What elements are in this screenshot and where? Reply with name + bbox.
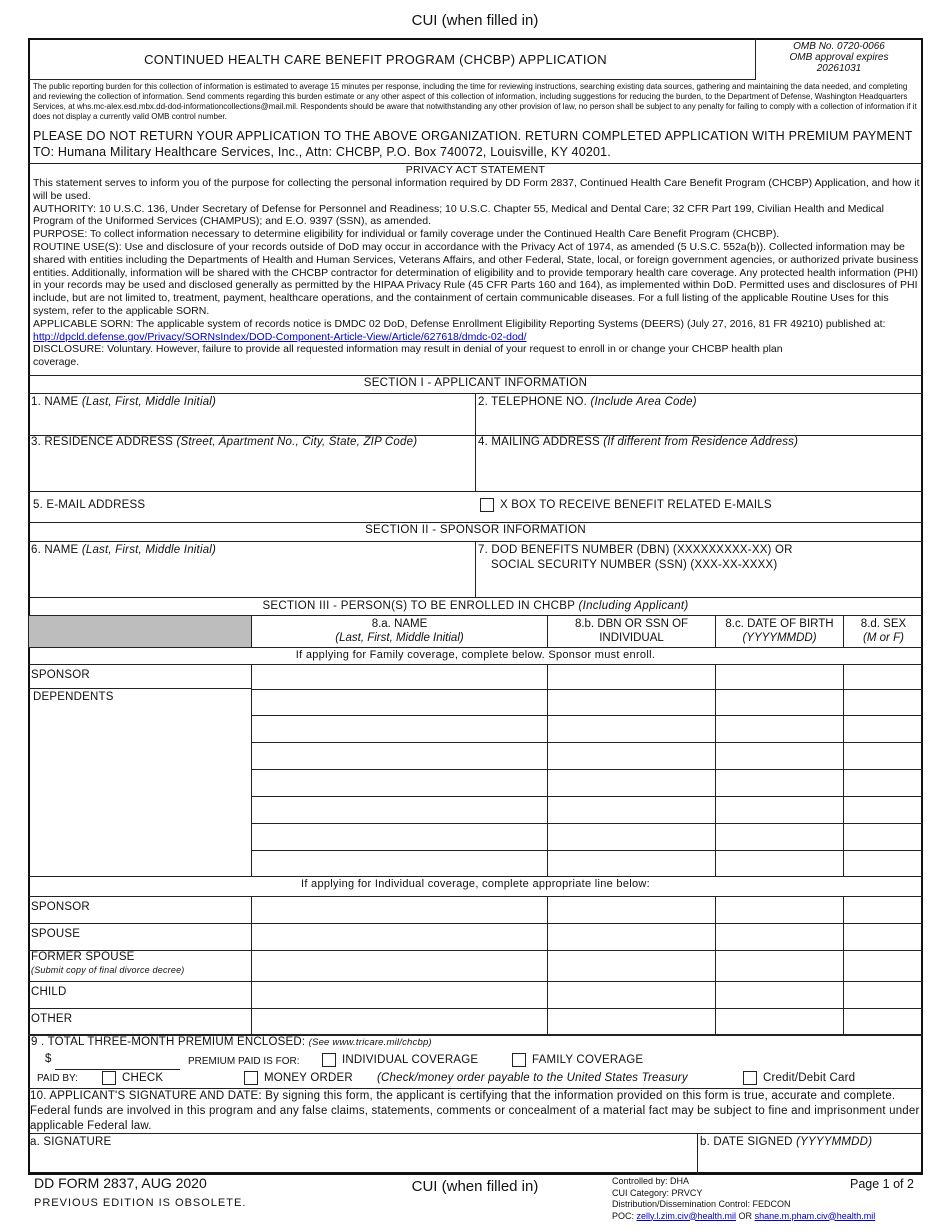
family-sponsor-name-field[interactable] [251, 664, 548, 690]
label-text: 6. NAME [31, 544, 79, 556]
individual-child-name-field[interactable] [251, 981, 548, 1009]
label-text: b. DATE SIGNED [700, 1136, 793, 1148]
dependent-1-dbn-ssn-field[interactable] [547, 689, 716, 716]
row-label [31, 901, 90, 914]
individual-other-sex-field[interactable] [843, 1008, 923, 1036]
privacy-routine-use: ROUTINE USE(S): Use and disclosure of your records outside of DoD may occur in accordance with the Privacy Act of 1974, as amended (5 U.S.C. 552a(b)). Collected information may be shared with entities including the Departments of Health and Human Services, Veterans Affairs, and other Federal, State, local, or foreign government agencies, or authorized private business entities. Additionally, information will be shared with the CHCBP contractor for determination of eligibility and to provide temporary health care coverage. Any protected health information (PHI) in your records may be used and disclosed generally as permitted by the HIPAA Privacy Rule (45 CFR Parts 160 and 164), as implemented within DoD. Permitted uses and disclosures of PHI include, but are not limited to, treatment, payment, healthcare operations, and the containment of certain communicable diseases. For a full listing of the applicable Routine Uses for this system, refer to the applicable SORN. [33, 240, 919, 317]
dependent-2-dbn-ssn-field[interactable] [547, 715, 716, 743]
poc [612, 1211, 875, 1223]
row-label-text: OTHER [31, 1013, 73, 1025]
payable-note: (Check/money order payable to the United States Treasury [377, 1072, 688, 1084]
privacy-intro: This statement serves to inform you of the purpose for collecting the personal information required by DD Form 2837, Continued Health Care Benefit Program (CHCBP) Application, and how it will be used. [33, 177, 920, 202]
row-label-text: CHILD [31, 986, 67, 998]
individual-spouse-dbn-ssn-field[interactable] [547, 923, 716, 951]
label-hint: (Street, Apartment No., City, State, ZIP Code) [176, 436, 418, 448]
col-header-dob [715, 615, 844, 648]
individual-child-dob-field[interactable] [715, 981, 844, 1009]
checkbox-label: INDIVIDUAL COVERAGE [342, 1054, 479, 1067]
section1-heading: SECTION I - APPLICANT INFORMATION [363, 377, 588, 389]
header-text: 8.a. NAME [371, 618, 428, 630]
individual-former-spouse-dbn-ssn-field[interactable] [547, 950, 716, 982]
dependent-5-dbn-ssn-field[interactable] [547, 796, 716, 824]
individual-former-spouse-dob-field[interactable] [715, 950, 844, 982]
col-header-sex [843, 615, 923, 648]
cui-marking-top: CUI (when filled in) [411, 12, 539, 29]
family-sponsor-sex-field[interactable] [843, 664, 923, 690]
label-telephone [478, 396, 697, 408]
sorn-link[interactable]: http://dpcld.defense.gov/Privacy/SORNsIndex/DOD-Component-Article-View/Article/627618/dmdc-02-dod/ [33, 330, 527, 343]
email-optin-checkbox[interactable] [480, 498, 772, 512]
label-dbn [478, 543, 793, 573]
individual-note: If applying for Individual coverage, complete appropriate line below: [300, 878, 651, 890]
dissemination-control: Distribution/Dissemination Control: FEDCON [612, 1199, 791, 1209]
individual-spouse-sex-field[interactable] [843, 923, 923, 951]
dependent-4-dbn-ssn-field[interactable] [547, 769, 716, 797]
obsolete-notice: PREVIOUS EDITION IS OBSOLETE. [34, 1197, 247, 1209]
privacy-purpose: PURPOSE: To collect information necessary to determine eligibility for individual or family coverage under the Continued Health Care Benefit Program (CHCBP). [33, 228, 780, 241]
dependent-4-name-field[interactable] [251, 769, 548, 797]
checkbox[interactable] [480, 498, 494, 512]
privacy-disclosure: DISCLOSURE: Voluntary. However, failure to provide all requested information may result in denial of your request to enroll in or change your CHCBP health plan coverage. [33, 343, 783, 369]
individual-former-spouse-name-field[interactable] [251, 950, 548, 982]
dependent-3-dbn-ssn-field[interactable] [547, 742, 716, 770]
row-label-text: SPOUSE [31, 928, 81, 940]
section9-label [31, 1036, 432, 1048]
privacy-statement [33, 177, 921, 369]
dependent-1-dob-field[interactable] [715, 689, 844, 716]
checkbox[interactable] [743, 1071, 757, 1085]
poc-email-1[interactable]: zelly.l.zim.civ@health.mil [636, 1210, 737, 1221]
section2-heading: SECTION II - SPONSOR INFORMATION [365, 524, 586, 536]
row-label [31, 951, 184, 977]
dollar-sign: $ [45, 1053, 52, 1065]
individual-spouse-name-field[interactable] [251, 923, 548, 951]
dependent-5-dob-field[interactable] [715, 796, 844, 824]
family-sponsor-dbn-ssn-field[interactable] [547, 664, 716, 690]
label-hint: (Last, First, Middle Initial) [81, 544, 217, 556]
row-label-text: FORMER SPOUSE [31, 951, 135, 963]
individual-spouse-dob-field[interactable] [715, 923, 844, 951]
individual-coverage-checkbox[interactable] [322, 1053, 478, 1067]
privacy-authority: AUTHORITY: 10 U.S.C. 136, Under Secretary of Defense for Personnel and Readiness; 10 U.S.C. Chapter 55, Medical and Dental Care; 32 CFR Part 199, Civilian Health and Medical Program of the Uniformed Services (CHAMPUS); and E.O. 9397 (SSN), as amended. [33, 202, 884, 228]
family-coverage-checkbox[interactable] [512, 1053, 643, 1067]
section3-heading [28, 598, 923, 612]
page-number: Page 1 of 2 [850, 1177, 914, 1191]
dependent-7-name-field[interactable] [251, 850, 548, 877]
money-order-checkbox[interactable] [244, 1071, 353, 1085]
label-text: SOCIAL SECURITY NUMBER (SSN) (XXX-XX-XXXX) [491, 559, 778, 571]
row-label-text: SPONSOR [31, 901, 90, 913]
poc-label: POC: [612, 1210, 635, 1221]
omb-info [756, 41, 922, 74]
row-label-hint: (Submit copy of final divorce decree) [31, 965, 185, 975]
burden-statement: The public reporting burden for this collection of information is estimated to average 15 minutes per response, including the time for reviewing instructions, searching existing data sources, gathering and maintaining the data needed, and completing and reviewing the collection of information. Send comments regarding this burden estimate or any other aspect of this collection of information, including suggestions for reducing the burden, to the Department of Defense, Washington Headquarters Services, at whs.mc-alex.esd.mbx.dd-dod-informationcollections@mail.mil. Respondents should be aware that notwithstanding any other provision of law, no person shall be subject to any penalty for failing to comply with a collection of information if it does not display a currently valid OMB control number. [33, 82, 917, 121]
checkbox-label: CHECK [122, 1072, 164, 1085]
checkbox-label: MONEY ORDER [264, 1072, 353, 1085]
individual-other-dbn-ssn-field[interactable] [547, 1008, 716, 1036]
form-title: CONTINUED HEALTH CARE BENEFIT PROGRAM (CHCBP) APPLICATION [144, 52, 607, 67]
privacy-sorn: APPLICABLE SORN: The applicable system of records notice is DMDC 02 DoD, Defense Enrollment Eligibility Reporting Systems (DEERS) (July 27, 2016, 81 FR 49210) published at: [33, 317, 886, 330]
shaded-cell [28, 615, 252, 648]
individual-sponsor-name-field[interactable] [251, 896, 548, 924]
row-label [31, 1013, 72, 1026]
individual-sponsor-dbn-ssn-field[interactable] [547, 896, 716, 924]
family-sponsor-dob-field[interactable] [715, 664, 844, 690]
checkbox[interactable] [102, 1071, 116, 1085]
cui-designation [612, 1176, 875, 1222]
label-text: 9 . TOTAL THREE-MONTH PREMIUM ENCLOSED: [31, 1036, 306, 1048]
heading-hint: (Including Applicant) [578, 600, 689, 612]
label-hint: (YYYYMMDD) [796, 1136, 873, 1148]
row-label-sponsor: SPONSOR [31, 669, 90, 681]
dependent-6-dob-field[interactable] [715, 823, 844, 851]
omb-date: 20261031 [816, 63, 862, 74]
label-hint: (See www.tricare.mil/chcbp) [308, 1037, 432, 1048]
cui-marking-bottom: CUI (when filled in) [411, 1178, 539, 1195]
omb-number: OMB No. 0720-0066 [793, 41, 885, 52]
header-hint: (M or F) [863, 632, 904, 644]
label-name [31, 396, 216, 408]
cui-category: CUI Category: PRVCY [612, 1187, 703, 1198]
header-hint: (YYYYMMDD) [742, 632, 817, 644]
dependent-3-sex-field[interactable] [843, 742, 923, 770]
header-text: 8.d. SEX [860, 618, 907, 630]
checkbox[interactable] [322, 1053, 336, 1067]
controlled-by: Controlled by: DHA [612, 1176, 690, 1186]
label-text: 3. RESIDENCE ADDRESS [31, 436, 174, 448]
dependent-7-sex-field[interactable] [843, 850, 923, 877]
heading-text: SECTION III - PERSON(S) TO BE ENROLLED IN CHCBP [262, 600, 575, 612]
checkbox[interactable] [244, 1071, 258, 1085]
label-text: 1. NAME [31, 396, 79, 408]
dependent-7-dob-field[interactable] [715, 850, 844, 877]
label-text: 2. TELEPHONE NO. [478, 396, 588, 408]
premium-amount-input[interactable] [55, 1054, 180, 1070]
label-hint: (Include Area Code) [590, 396, 697, 408]
individual-sponsor-sex-field[interactable] [843, 896, 923, 924]
checkbox[interactable] [512, 1053, 526, 1067]
checkbox-label: FAMILY COVERAGE [532, 1054, 644, 1067]
dependent-5-sex-field[interactable] [843, 796, 923, 824]
certification-text: 10. APPLICANT'S SIGNATURE AND DATE: By signing this form, the applicant is certifying that the information provided on this form is true, accurate and complete. Federal funds are involved in this program and any false claims, statements, comments or concealment of a material fact may be subject to fine and imprisonment under applicable Federal law. [30, 1090, 920, 1132]
dependent-6-name-field[interactable] [251, 823, 548, 851]
paid-by-label: PAID BY: [37, 1073, 78, 1084]
individual-sponsor-dob-field[interactable] [715, 896, 844, 924]
dependent-6-sex-field[interactable] [843, 823, 923, 851]
family-note: If applying for Family coverage, complete below. Sponsor must enroll. [295, 649, 656, 661]
paid-for-label: PREMIUM PAID IS FOR: [188, 1056, 300, 1067]
poc-or: OR [738, 1210, 753, 1221]
col-header-dbn: 8.b. DBN OR SSN OF INDIVIDUAL [547, 615, 716, 648]
dependent-2-name-field[interactable] [251, 715, 548, 743]
row-label [31, 986, 67, 999]
dependent-4-dob-field[interactable] [715, 769, 844, 797]
label-signature: a. SIGNATURE [30, 1136, 112, 1148]
individual-child-dbn-ssn-field[interactable] [547, 981, 716, 1009]
dependent-1-sex-field[interactable] [843, 689, 923, 716]
label-text: 7. DOD BENEFITS NUMBER (DBN) (XXXXXXXXX-XX) OR [478, 544, 793, 556]
dependent-2-dob-field[interactable] [715, 715, 844, 743]
privacy-heading: PRIVACY ACT STATEMENT [405, 164, 546, 176]
return-notice: PLEASE DO NOT RETURN YOUR APPLICATION TO THE ABOVE ORGANIZATION. RETURN COMPLETED APPLICATION WITH PREMIUM PAYMENT TO: Humana Military Healthcare Services, Inc., Attn: CHCBP, P.O. Box 740072, Louisville, KY 40201. [33, 129, 913, 159]
checkbox-label: Credit/Debit Card [763, 1072, 856, 1085]
individual-other-dob-field[interactable] [715, 1008, 844, 1036]
dependent-2-sex-field[interactable] [843, 715, 923, 743]
label-mailing [478, 436, 798, 448]
individual-child-sex-field[interactable] [843, 981, 923, 1009]
individual-other-name-field[interactable] [251, 1008, 548, 1036]
dependent-6-dbn-ssn-field[interactable] [547, 823, 716, 851]
row-label-dependents: DEPENDENTS [33, 691, 114, 703]
omb-approval: OMB approval expires [789, 52, 889, 63]
email-field[interactable] [28, 491, 923, 523]
row-label [31, 928, 80, 941]
label-hint: (Last, First, Middle Initial) [81, 396, 217, 408]
dependent-4-sex-field[interactable] [843, 769, 923, 797]
dependent-5-name-field[interactable] [251, 796, 548, 824]
label-sponsor-name [31, 544, 216, 556]
dependent-3-dob-field[interactable] [715, 742, 844, 770]
label-text: 4. MAILING ADDRESS [478, 436, 600, 448]
dependent-3-name-field[interactable] [251, 742, 548, 770]
label-date-signed [700, 1136, 872, 1148]
individual-former-spouse-sex-field[interactable] [843, 950, 923, 982]
label-residence [31, 436, 417, 448]
check-checkbox[interactable] [102, 1071, 163, 1085]
label-email: 5. E-MAIL ADDRESS [33, 499, 146, 511]
dependent-1-name-field[interactable] [251, 689, 548, 716]
checkbox-label: X BOX TO RECEIVE BENEFIT RELATED E-MAILS [500, 499, 772, 512]
signature-field[interactable] [28, 1133, 698, 1175]
dependent-7-dbn-ssn-field[interactable] [547, 850, 716, 877]
header-text: 8.c. DATE OF BIRTH [725, 618, 834, 630]
label-hint: (If different from Residence Address) [603, 436, 799, 448]
credit-card-checkbox[interactable] [743, 1071, 855, 1085]
header-hint: (Last, First, Middle Initial) [335, 632, 464, 644]
col-header-name [251, 615, 548, 648]
form-number: DD FORM 2837, AUG 2020 [34, 1175, 207, 1191]
poc-email-2[interactable]: shane.m.pham.civ@health.mil [754, 1210, 876, 1221]
